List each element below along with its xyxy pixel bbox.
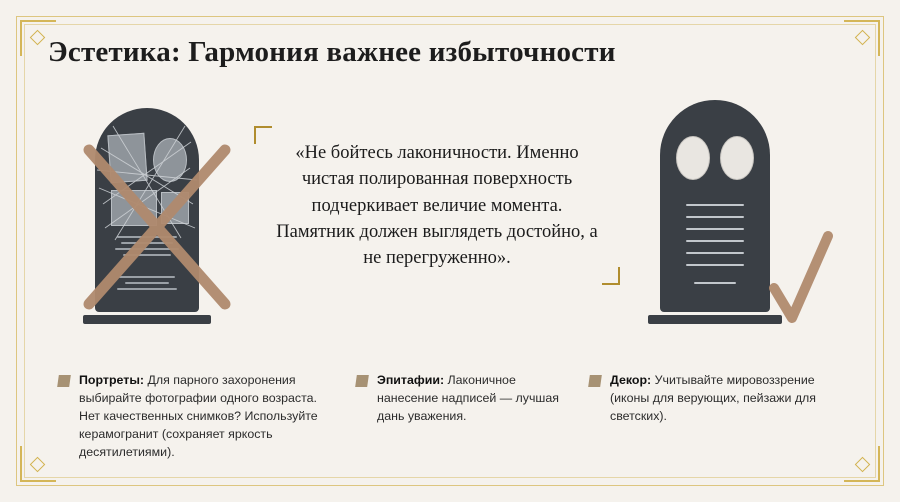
quote-corner-bottom-right: [602, 267, 620, 285]
inscription-line: [694, 282, 736, 284]
inscription-line: [686, 240, 744, 242]
right-monument-stone: [660, 100, 770, 312]
right-monument-base: [648, 315, 782, 324]
bullet-body: Учитывайте мировоззрение (иконы для верующих, пейзажи для светских).: [610, 373, 816, 423]
inscription-line: [686, 264, 744, 266]
list-item: [58, 372, 338, 462]
bullet-list: [58, 372, 858, 462]
bullet-marker-icon: [588, 375, 602, 387]
inscription-line: [686, 204, 744, 206]
bullet-text: [610, 372, 819, 426]
left-monument-stone: [95, 108, 199, 312]
bullet-title: Декор:: [610, 373, 652, 387]
bullet-marker-icon: [355, 375, 369, 387]
quote-corner-top-left: [254, 126, 272, 144]
bullet-text: [79, 372, 338, 462]
bullet-marker-icon: [57, 375, 71, 387]
left-monument-illustration: [95, 108, 211, 324]
list-item: [356, 372, 571, 462]
quote-block: [272, 140, 602, 271]
bullet-text: [377, 372, 571, 426]
right-monument-illustration: [660, 100, 782, 324]
left-monument-base: [83, 315, 211, 324]
bullet-title: Портреты:: [79, 373, 145, 387]
decorative-scribble-overlay: [95, 108, 199, 312]
inscription-line: [686, 252, 744, 254]
list-item: [589, 372, 819, 462]
oval-portrait-left: [676, 136, 710, 180]
bullet-body: Лаконичное нанесение надписей — лучшая дань уважения.: [377, 373, 559, 423]
slide-title: Эстетика: Гармония важнее избыточности: [48, 36, 616, 68]
bullet-body: Для парного захоронения выбирайте фотографии одного возраста. Нет качественных снимков? Используйте керамогранит (сохраняет яркость десятилетиями).: [79, 373, 318, 459]
oval-portrait-right: [720, 136, 754, 180]
inscription-line: [686, 216, 744, 218]
bullet-title: Эпитафии:: [377, 373, 445, 387]
inscription-line: [686, 228, 744, 230]
quote-text: «Не бойтесь лаконичности. Именно чистая полированная поверхность подчеркивает величие момента. Памятник должен выглядеть достойно, а не перегруженно».: [276, 143, 598, 269]
